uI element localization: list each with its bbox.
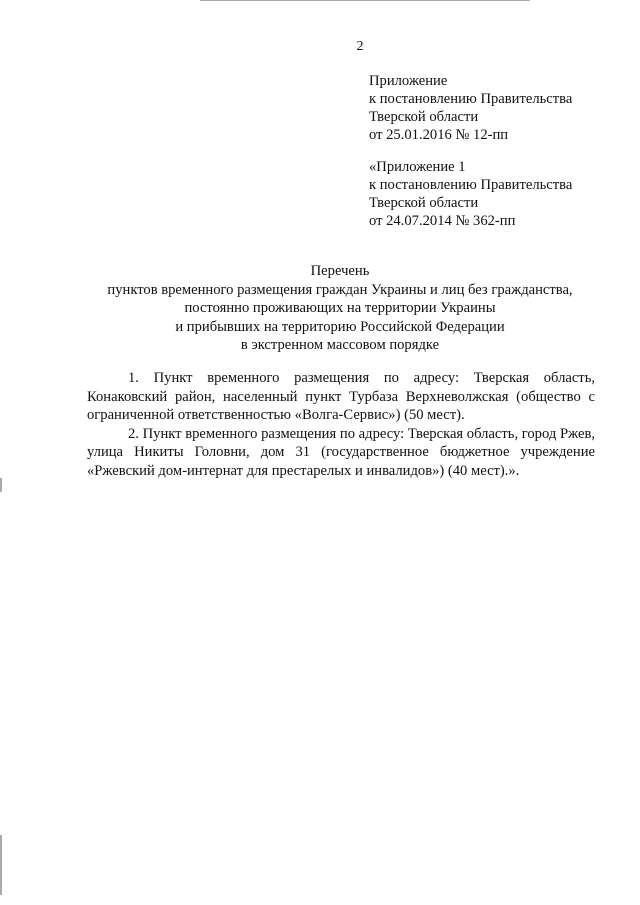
- appendix-header-line: Тверской области: [369, 109, 479, 125]
- scan-edge-mark: [0, 478, 2, 492]
- list-item: 1. Пункт временного размещения по адресу: Тверская область, Конаковский район, населенный пункт Турбаза Верхневолжская (общество с ограниченной ответственностью «Волга-Сервис») (50 мест).: [87, 370, 595, 423]
- document-title: [60, 262, 620, 355]
- appendix-header-line: к постановлению Правительства: [369, 91, 573, 107]
- page-number: 2: [356, 39, 364, 54]
- document-body: [87, 369, 595, 480]
- list-item: 2. Пункт временного размещения по адресу: Тверская область, город Ржев, улица Никиты Головни, дом 31 (государственное бюджетное учреждение «Ржевский дом-интернат для престарелых и инвалидов») (40 мест).».: [87, 425, 595, 479]
- appendix-header-line: от 25.01.2016 № 12-пп: [369, 127, 509, 143]
- title-line: Перечень: [310, 263, 370, 279]
- appendix-previous-line: к постановлению Правительства: [369, 177, 573, 193]
- appendix-header: [369, 72, 572, 144]
- appendix-header-line: Приложение: [369, 73, 448, 89]
- title-line: постоянно проживающих на территории Украины: [184, 300, 496, 316]
- appendix-previous-line: от 24.07.2014 № 362-пп: [369, 213, 516, 229]
- appendix-previous-header: [369, 158, 572, 230]
- appendix-previous-line: «Приложение 1: [369, 159, 466, 175]
- scan-edge-mark: [0, 835, 2, 895]
- appendix-previous-line: Тверской области: [369, 195, 479, 211]
- title-line: в экстренном массовом порядке: [240, 337, 440, 353]
- title-line: и прибывших на территорию Российской Федерации: [175, 318, 505, 335]
- scan-top-artifact: [200, 0, 530, 4]
- title-line: пунктов временного размещения граждан Украины и лиц без гражданства,: [107, 281, 573, 298]
